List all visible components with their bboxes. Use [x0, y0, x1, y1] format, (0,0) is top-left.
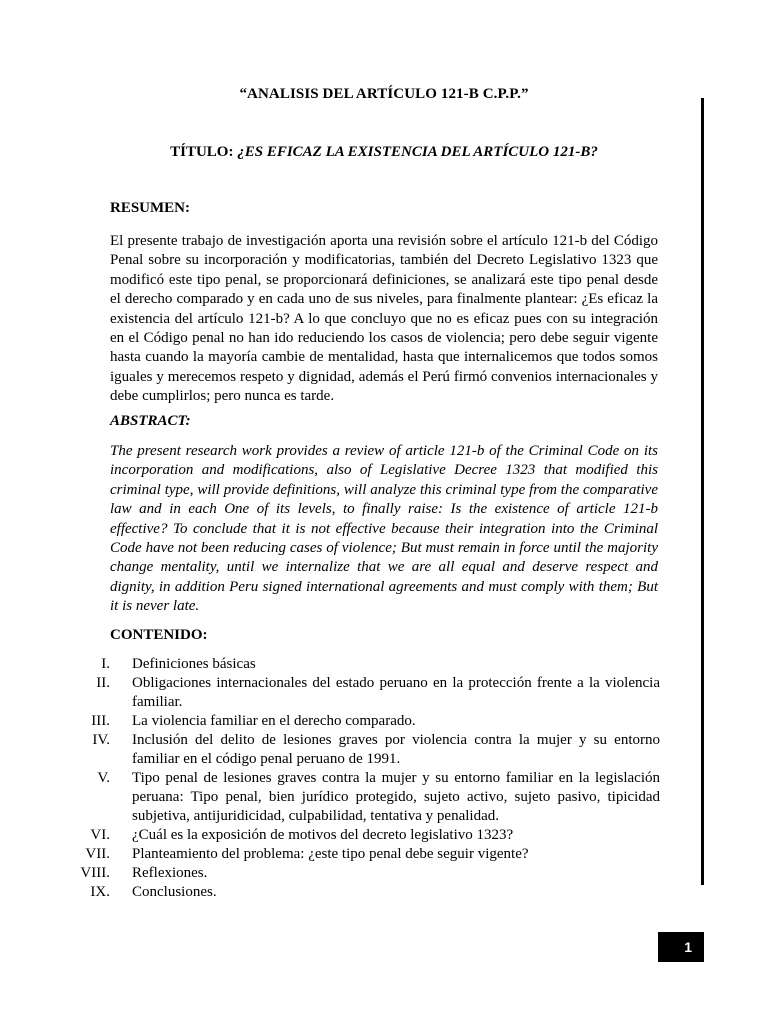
- contents-item: [70, 883, 660, 902]
- contents-item: [70, 655, 660, 674]
- contents-list: [70, 655, 660, 902]
- contents-item-number: III.: [91, 713, 110, 729]
- contents-item: [70, 731, 660, 769]
- contents-item: [70, 674, 660, 712]
- contents-item-number: VI.: [90, 827, 110, 843]
- contents-item-text: ¿Cuál es la exposición de motivos del decreto legislativo 1323?: [132, 827, 514, 843]
- page-number: 1: [684, 939, 692, 955]
- page-number-badge: [658, 932, 704, 962]
- subtitle-question: ¿ES EFICAZ LA EXISTENCIA DEL ARTÍCULO 121-B?: [237, 144, 598, 160]
- contents-item-text: Planteamiento del problema: ¿este tipo penal debe seguir vigente?: [132, 846, 529, 862]
- contents-item-text: Conclusiones.: [132, 884, 217, 900]
- resumen-text: El presente trabajo de investigación aporta una revisión sobre el artículo 121-b del Código Penal sobre su incorporación y modificatorias, también del Decreto Legislativo 1323 que modificó este tipo penal, se proporcionará definiciones, se analizará este tipo penal desde el derecho comparado y en cada uno de sus niveles, para finalmente plantear: ¿Es eficaz la existencia del artículo 121-b? A lo que concluyo que no es eficaz pues con su integración en el Código penal no han ido reduciendo los casos de violencia; pero debe seguir vigente hasta cuando la mayoría cambie de mentalidad, hasta que internalicemos que todos somos iguales y merecemos respeto y dignidad, además el Perú firmó convenios internacionales y debe cumplirlos; pero nunca es tarde.: [110, 233, 658, 405]
- document-title: “ANALISIS DEL ARTÍCULO 121-B C.P.P.”: [239, 86, 529, 102]
- resumen-heading: RESUMEN:: [110, 200, 191, 216]
- contents-item: [70, 712, 660, 731]
- contenido-heading: CONTENIDO:: [110, 627, 208, 643]
- contents-item: [70, 769, 660, 826]
- contents-item-text: Definiciones básicas: [132, 656, 256, 672]
- contents-item-number: I.: [101, 656, 110, 672]
- margin-rule: [701, 98, 704, 885]
- contents-item-number: VII.: [85, 846, 110, 862]
- contents-item: [70, 864, 660, 883]
- document-subtitle: [110, 144, 658, 161]
- contents-item-number: II.: [96, 675, 110, 691]
- contents-item-number: IV.: [92, 732, 110, 748]
- abstract-text: The present research work provides a review of article 121-b of the Criminal Code on its incorporation and modifications, also of Legislative Decree 1323 that modified this criminal type, will provide definitions, will analyze this criminal type from the comparative law and in each One of its levels, to finally raise: Is the existence of article 121-b effective? To conclude that it is not effective because their integration into the Criminal Code have not been reducing cases of violence; But must remain in force until the majority change mentality, until we internalize that we are all equal and deserve respect and dignity, in addition Peru signed international agreements and must comply with them; But it is never late.: [110, 443, 658, 615]
- contents-item-text: Tipo penal de lesiones graves contra la mujer y su entorno familiar en la legislación peruana: Tipo penal, bien jurídico protegido, sujeto activo, sujeto pasivo, tipicidad subjetiva, antijuridicidad, culpabilidad, tentativa y penalidad.: [132, 770, 660, 824]
- contents-item: [70, 845, 660, 864]
- subtitle-label: TÍTULO:: [170, 144, 238, 160]
- abstract-heading: ABSTRACT:: [110, 413, 191, 429]
- contents-item-number: VIII.: [80, 865, 110, 881]
- contents-item: [70, 826, 660, 845]
- contents-item-number: IX.: [90, 884, 110, 900]
- contents-item-text: Reflexiones.: [132, 865, 208, 881]
- contents-item-text: La violencia familiar en el derecho comparado.: [132, 713, 416, 729]
- contents-item-text: Obligaciones internacionales del estado peruano en la protección frente a la violencia familiar.: [132, 675, 660, 710]
- contents-item-text: Inclusión del delito de lesiones graves por violencia contra la mujer y su entorno familiar en el código penal peruano de 1991.: [132, 732, 660, 767]
- contents-item-number: V.: [97, 770, 110, 786]
